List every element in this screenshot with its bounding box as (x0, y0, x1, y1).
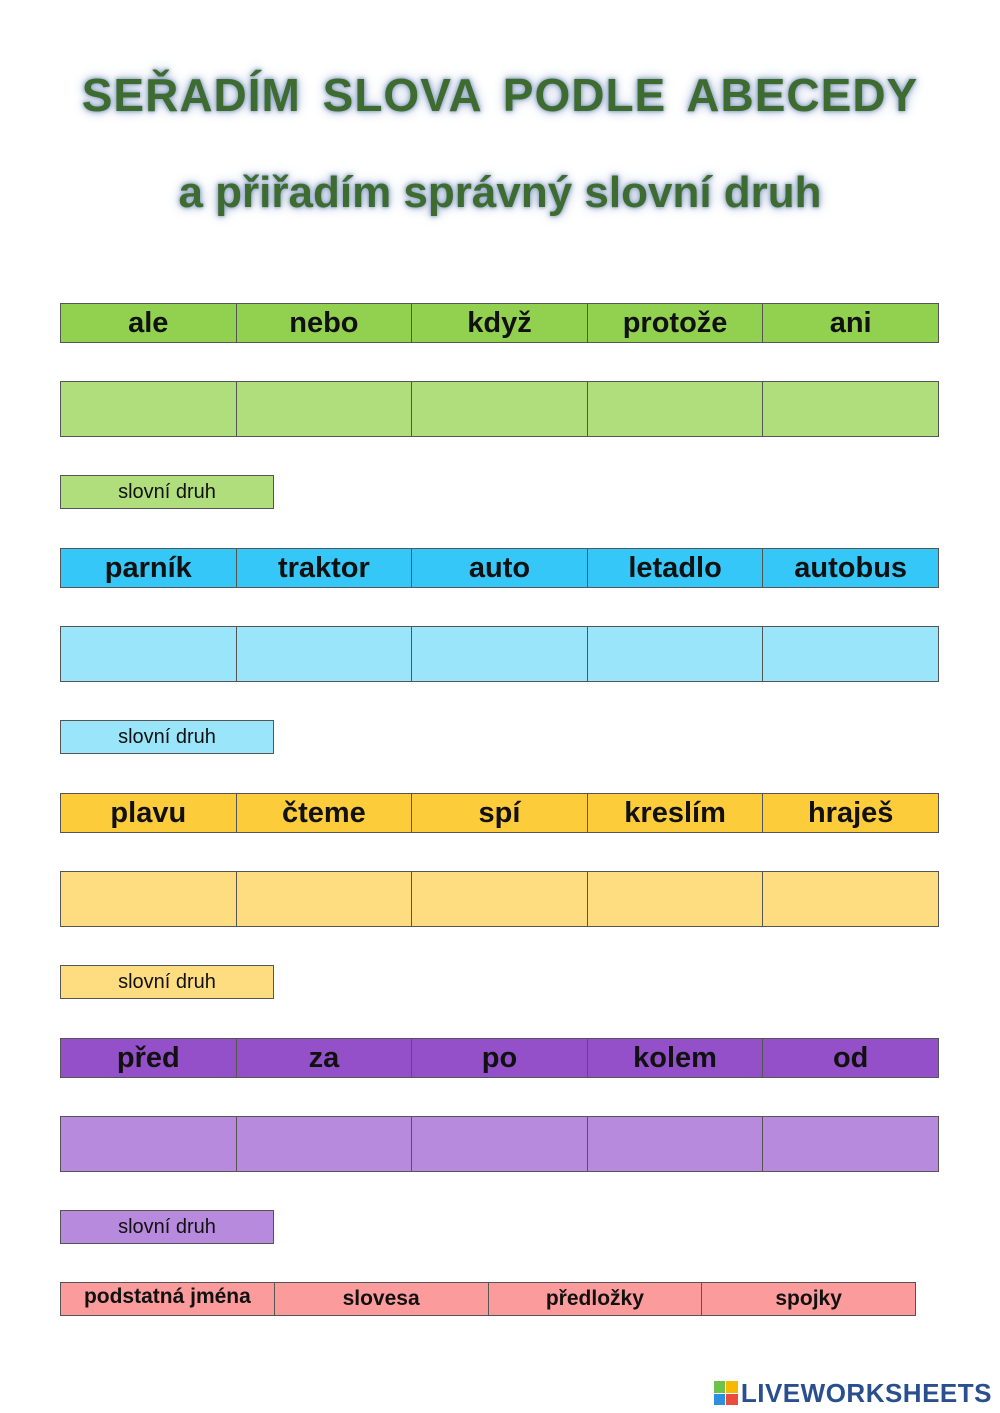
word-cell: od (763, 1039, 938, 1077)
option-spojky[interactable]: spojky (702, 1283, 915, 1315)
answer-drop-zone[interactable] (763, 382, 938, 436)
word-row-purple (60, 1038, 939, 1078)
answer-drop-zone[interactable] (61, 872, 237, 926)
answer-drop-zone[interactable] (237, 627, 413, 681)
word-class-options (60, 1282, 916, 1316)
word-row-yellow (60, 793, 939, 833)
answer-drop-zone[interactable] (412, 382, 588, 436)
answer-drop-zone[interactable] (763, 872, 938, 926)
word-cell: auto (412, 549, 588, 587)
option-slovesa[interactable]: slovesa (275, 1283, 489, 1315)
answer-drop-zone[interactable] (412, 627, 588, 681)
answer-drop-zone[interactable] (237, 382, 413, 436)
answer-drop-zone[interactable] (61, 627, 237, 681)
slovni-druh-drop-zone-purple[interactable]: slovní druh (60, 1210, 274, 1244)
answer-drop-zone[interactable] (763, 627, 938, 681)
option-predlozky[interactable]: předložky (489, 1283, 703, 1315)
word-cell: hraješ (763, 794, 938, 832)
word-cell: letadlo (588, 549, 764, 587)
answer-drop-zone[interactable] (412, 872, 588, 926)
word-cell: po (412, 1039, 588, 1077)
slovni-druh-drop-zone-blue[interactable]: slovní druh (60, 720, 274, 754)
brand-name: LIVEWORKSHEETS (740, 1377, 992, 1408)
answer-drop-zone[interactable] (588, 627, 764, 681)
answer-drop-zone[interactable] (763, 1117, 938, 1171)
answer-drop-zone[interactable] (61, 382, 237, 436)
answer-drop-zone[interactable] (588, 872, 764, 926)
answer-drop-zone[interactable] (61, 1117, 237, 1171)
answer-drop-zone[interactable] (237, 872, 413, 926)
answer-drop-zone[interactable] (412, 1117, 588, 1171)
answer-row-yellow (60, 871, 939, 927)
slovni-druh-drop-zone-green[interactable]: slovní druh (60, 475, 274, 509)
answer-row-green (60, 381, 939, 437)
answer-row-purple (60, 1116, 939, 1172)
answer-row-blue (60, 626, 939, 682)
word-cell: kreslím (588, 794, 764, 832)
word-row-green (60, 303, 939, 343)
word-cell: protože (588, 304, 764, 342)
word-cell: za (237, 1039, 413, 1077)
liveworksheets-logo (714, 1378, 992, 1408)
answer-drop-zone[interactable] (237, 1117, 413, 1171)
answer-drop-zone[interactable] (588, 1117, 764, 1171)
word-cell: traktor (237, 549, 413, 587)
word-cell: spí (412, 794, 588, 832)
word-cell: před (61, 1039, 237, 1077)
word-cell: ani (763, 304, 938, 342)
option-podstatna-jmena[interactable]: podstatná jména (61, 1283, 275, 1315)
word-cell: čteme (237, 794, 413, 832)
word-cell: když (412, 304, 588, 342)
slovni-druh-drop-zone-yellow[interactable]: slovní druh (60, 965, 274, 999)
word-cell: nebo (237, 304, 413, 342)
page-subtitle: a přiřadím správný slovní druh (178, 168, 822, 217)
word-row-blue (60, 548, 939, 588)
word-cell: ale (61, 304, 237, 342)
word-cell: plavu (61, 794, 237, 832)
liveworksheets-logo-icon (714, 1381, 738, 1405)
word-cell: kolem (588, 1039, 764, 1077)
word-cell: parník (61, 549, 237, 587)
page-title: SEŘADÍM SLOVA PODLE ABECEDY (81, 69, 919, 121)
word-cell: autobus (763, 549, 938, 587)
answer-drop-zone[interactable] (588, 382, 764, 436)
